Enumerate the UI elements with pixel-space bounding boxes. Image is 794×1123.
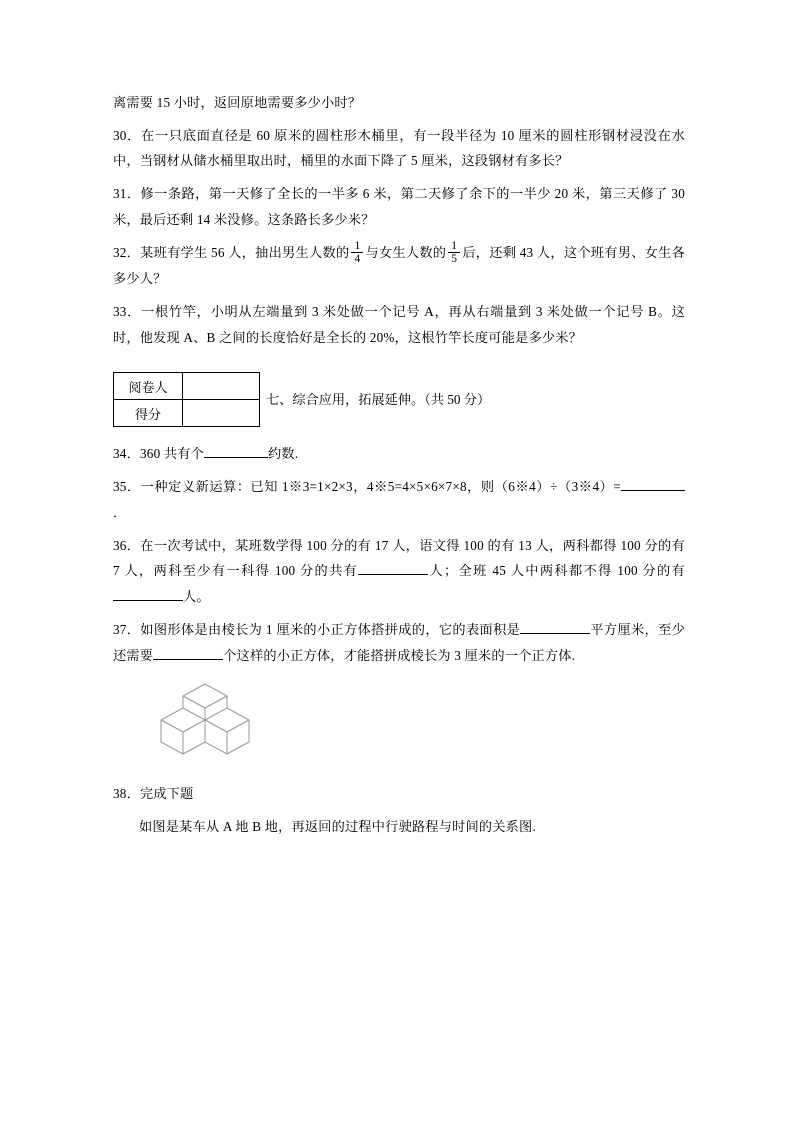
section-heading: 七、综合应用，拓展延伸。（共 50 分） <box>266 392 491 408</box>
question-35-text-part1: 一种定义新运算：已知 1※3=1×2×3，4※5=4×5×6×7×8，则（6※4）÷（3※4）= <box>140 479 621 495</box>
question-31 <box>113 181 685 232</box>
table-row <box>114 373 260 400</box>
question-31-text: 修一条路，第一天修了全长的一半多 6 米，第二天修了余下的一半少 20 米，第三天修了 30 米，最后还剩 14 米没修。这条路长多少米？ <box>113 186 685 227</box>
score-box-score-value[interactable] <box>183 400 260 427</box>
page-content <box>113 90 685 847</box>
question-38-text: 完成下题 <box>139 786 194 802</box>
question-38-subtext: 如图是某车从 A 地 B 地，再返回的过程中行驶路程与时间的关系图. <box>139 819 536 835</box>
fraction-numerator: 1 <box>354 240 361 253</box>
answer-blank[interactable] <box>153 645 223 659</box>
answer-blank[interactable] <box>204 444 268 458</box>
question-35-number: 35． <box>113 479 141 495</box>
answer-blank[interactable] <box>520 620 590 634</box>
answer-blank[interactable] <box>621 477 685 491</box>
fraction-one-fifth <box>448 240 460 265</box>
fraction-denominator: 4 <box>351 252 363 265</box>
question-36-number: 36． <box>113 537 141 553</box>
question-30 <box>113 123 685 174</box>
question-32-text-part1: 某班有学生 56 人，抽出男生人数的 <box>140 244 350 260</box>
question-30-text: 在一只底面直径是 60 原米的圆柱形木桶里，有一段半径为 10 厘米的圆柱形钢材浸没在水中，当钢材从储水桶里取出时，桶里的水面下降了 5 厘米，这段钢材有多长？ <box>113 127 685 169</box>
score-box-row <box>113 362 685 431</box>
score-box-score-label: 得分 <box>114 400 183 427</box>
question-34-text-part2: 约数. <box>268 446 299 462</box>
fraction-numerator: 1 <box>451 240 458 253</box>
question-38 <box>113 781 685 807</box>
question-30-number: 30． <box>113 127 142 143</box>
question-31-number: 31． <box>113 186 141 202</box>
answer-blank[interactable] <box>113 587 183 601</box>
question-35 <box>113 474 685 525</box>
continued-question-line: 离需要 15 小时，返回原地需要多少小时？ <box>113 95 362 110</box>
cube-solid-diagram <box>153 682 263 760</box>
score-box-marker-value[interactable] <box>183 373 260 400</box>
question-35-text-part2: ． <box>113 504 127 520</box>
question-34-text-part1: 360 共有个 <box>139 446 205 462</box>
question-36 <box>113 533 685 610</box>
question-32 <box>113 240 685 292</box>
question-32-text-part2: 与女生人数的 <box>365 244 447 260</box>
question-33-number: 33． <box>113 303 142 319</box>
question-37-text-part3: 个这样的小正方体，才能搭拼成棱长为 3 厘米的一个正方体. <box>223 647 576 663</box>
score-box <box>113 372 260 427</box>
question-32-number: 32． <box>113 244 141 260</box>
question-37 <box>113 617 685 668</box>
question-36-text-part3: 人。 <box>183 589 210 605</box>
question-38-number: 38． <box>113 786 140 802</box>
score-box-marker-label: 阅卷人 <box>114 373 183 400</box>
question-37-text-part2: 平方厘米，至少还需要 <box>113 621 685 663</box>
question-34 <box>113 441 685 467</box>
question-32-text-part3: 后，还剩 43 人，这个班有男、女生各多少人？ <box>113 244 685 287</box>
fraction-denominator: 5 <box>448 252 460 265</box>
cube-figure <box>153 682 685 765</box>
table-row <box>114 400 260 427</box>
answer-blank[interactable] <box>358 561 428 575</box>
question-34-number: 34． <box>113 446 140 462</box>
question-37-number: 37． <box>113 621 141 637</box>
question-33 <box>113 299 685 350</box>
question-33-text: 一根竹竿，小明从左端量到 3 米处做一个记号 A，再从右端量到 3 米处做一个记号 B。这时，他发现 A、B 之间的长度恰好是全长的 20%，这根竹竿长度可能是多少米？ <box>113 303 685 345</box>
fraction-one-quarter <box>351 240 363 265</box>
question-36-text-part1: 在一次考试中，某班数学得 100 分的有 17 人，语文得 100 的有 13 人，两科都得 100 分的有 7 人，两科至少有一科得 100 分的共有 <box>113 537 685 579</box>
question-36-text-part2: 人；全班 45 人中两科都不得 100 分的有 <box>428 563 685 579</box>
question-37-text-part1: 如图形体是由棱长为 1 厘米的小正方体搭拼成的，它的表面积是 <box>140 621 521 637</box>
